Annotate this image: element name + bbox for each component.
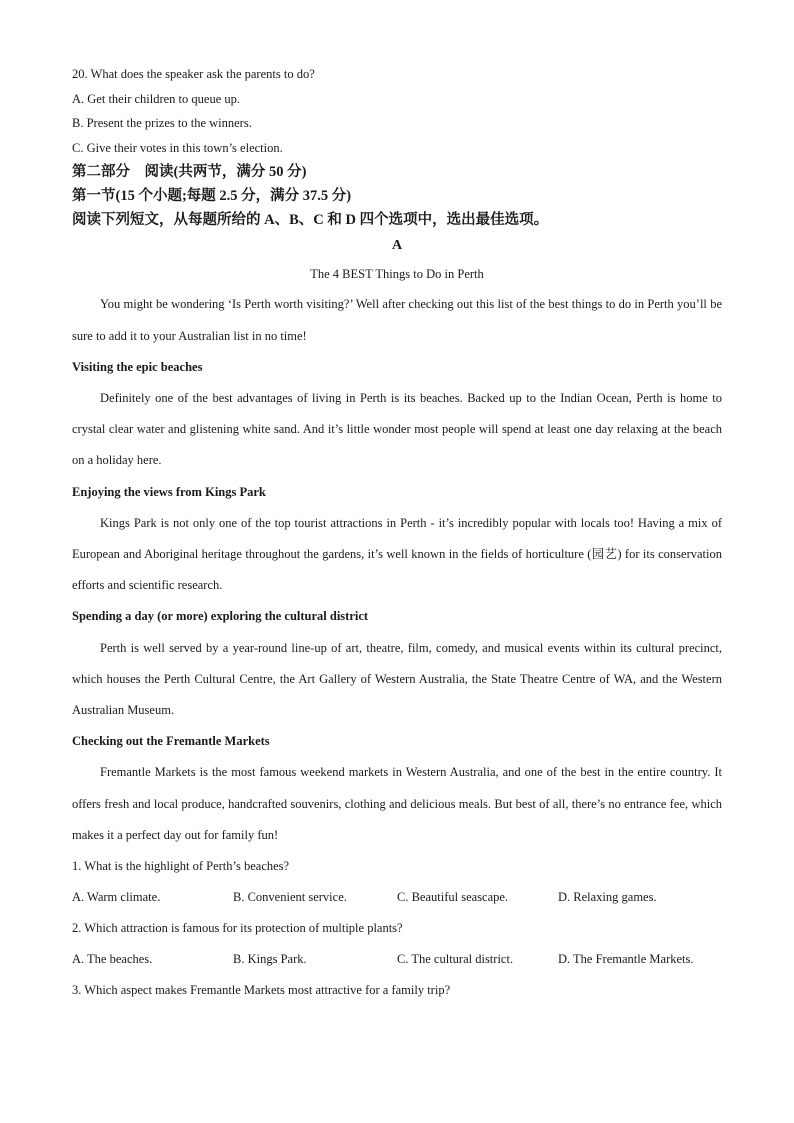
q20-question: 20. What does the speaker ask the parents to do? bbox=[72, 67, 315, 81]
q2-option-a: A. The beaches. bbox=[72, 952, 153, 967]
q2-option-b: B. Kings Park. bbox=[233, 952, 307, 967]
section1-title: 第一节(15 个小题;每题 2.5 分，满分 37.5 分) bbox=[72, 188, 352, 205]
q1-option-a: A. Warm climate. bbox=[72, 890, 161, 905]
passage-intro: You might be wondering ‘Is Perth worth visiting?’ Well after checking out this list of the best things to do in Perth you’ll be sure to add it to your Australian list in no time! bbox=[72, 297, 722, 343]
question-2-options bbox=[72, 944, 722, 975]
exam-page bbox=[72, 62, 722, 1006]
section-heading-kings-park: Enjoying the views from Kings Park bbox=[72, 484, 266, 499]
q2-option-d: D. The Fremantle Markets. bbox=[558, 952, 694, 967]
q2-option-c: C. The cultural district. bbox=[397, 952, 514, 967]
q20-option-a: A. Get their children to queue up. bbox=[72, 91, 241, 106]
section-heading-cultural-district: Spending a day (or more) exploring the cultural district bbox=[72, 609, 369, 624]
passage-title: The 4 BEST Things to Do in Perth bbox=[310, 267, 484, 282]
section-heading-beaches: Visiting the epic beaches bbox=[72, 359, 203, 374]
q1-option-d: D. Relaxing games. bbox=[558, 890, 657, 905]
q1-option-c: C. Beautiful seascape. bbox=[397, 890, 509, 905]
question-2: 2. Which attraction is famous for its protection of multiple plants? bbox=[72, 921, 403, 936]
section-text-kings-park: Kings Park is not only one of the top tourist attractions in Perth - it’s incredibly popular with locals too! Having a mix of European and Aboriginal heritage throughout the gardens, it’s well known in the fields of horticulture (园艺) for its conservation efforts and scientific research. bbox=[72, 515, 722, 593]
part2-title: 第二部分 阅读(共两节，满分 50 分) bbox=[72, 164, 307, 181]
passage-letter: A bbox=[391, 238, 403, 254]
reading-instruction: 阅读下列短文，从每题所给的 A、B、C 和 D 四个选项中，选出最佳选项。 bbox=[72, 212, 549, 229]
q1-option-b: B. Convenient service. bbox=[233, 890, 347, 905]
question-1-options bbox=[72, 882, 722, 913]
q20-option-b: B. Present the prizes to the winners. bbox=[72, 116, 252, 131]
section-text-cultural-district: Perth is well served by a year-round line-up of art, theatre, film, comedy, and musical events within its cultural precinct, which houses the Perth Cultural Centre, the Art Gallery of Western Australia, the State Theatre Centre of WA, and the Western Australian Museum. bbox=[72, 640, 722, 718]
section-text-fremantle: Fremantle Markets is the most famous weekend markets in Western Australia, and one of the best in the entire country. It offers fresh and local produce, handcrafted souvenirs, clothing and delicious meals. But best of all, there’s no entrance fee, which makes it a perfect day out for family fun! bbox=[72, 765, 722, 842]
section-text-beaches: Definitely one of the best advantages of living in Perth is its beaches. Backed up to the Indian Ocean, Perth is home to crystal clear water and glistening white sand. And it’s little wonder most people will spend at least one day relaxing at the beach on a holiday here. bbox=[72, 390, 722, 468]
q20-option-c: C. Give their votes in this town’s election. bbox=[72, 140, 283, 155]
question-1: 1. What is the highlight of Perth’s beaches? bbox=[72, 859, 290, 874]
question-3: 3. Which aspect makes Fremantle Markets most attractive for a family trip? bbox=[72, 983, 451, 998]
section-heading-fremantle: Checking out the Fremantle Markets bbox=[72, 734, 270, 749]
